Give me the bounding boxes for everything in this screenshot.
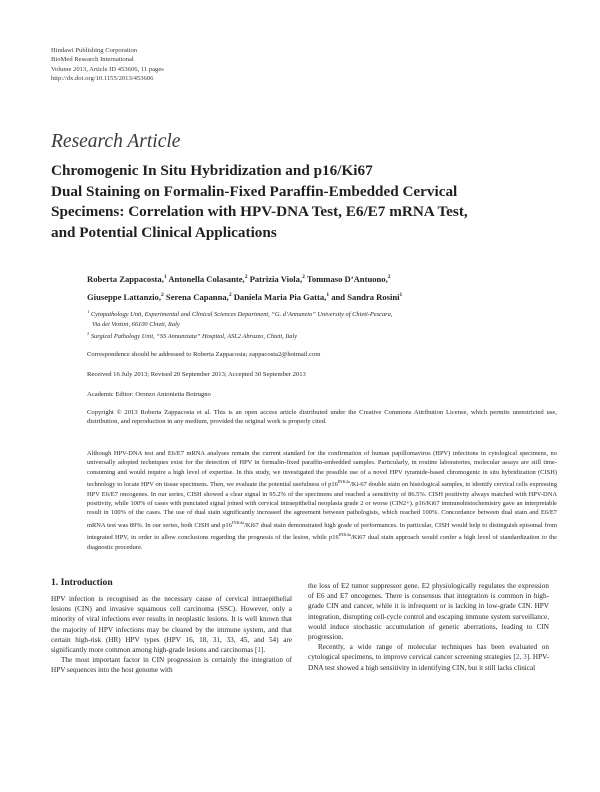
author-name: Antonella Colasante, xyxy=(168,273,245,284)
paragraph xyxy=(308,642,549,673)
section-heading: 1. Introduction xyxy=(51,577,113,588)
academic-editor: Academic Editor: Oronzo Antonietta Botrugno xyxy=(87,391,211,398)
affil-number: 1 xyxy=(87,309,90,314)
paragraph-text: HPV infection is recognised as the necessary cause of cervical intraepithelial lesions (CIN) and invasive squamous cell carcinoma (SSC). However, only a minority of viral infections ever results in neoplastic lesions. It is well known that the majority of HPV infections may be cleared by the immune system, and that certain high-risk (HR) HPV types (HPV 16, 18, 31, 33, 45, and 54) are significantly more common among high-grade lesions and carcinomas [ xyxy=(51,595,292,655)
author-affil-mark: 2 xyxy=(387,274,391,280)
affil-text: Via dei Vestini, 66100 Chieti, Italy xyxy=(92,320,180,328)
affiliations xyxy=(87,307,557,341)
author-affil-mark: 1 xyxy=(326,291,330,298)
journal-name: BioMed Research International xyxy=(51,56,134,64)
paragraph-text: ]. xyxy=(260,646,266,655)
paragraph-text: Recently, a wide range of molecular techniques has been evaluated on cytological specimens, to improve cervical cancer screening strategies [ xyxy=(308,643,549,662)
abstract-text: Although HPV-DNA test and E6/E7 mRNA analyses remain the current standard for the confirmation of human papillomavirus (HPV) infections in cytological specimens, no universally adopted techniques exist for the detection of HPV in formalin-fixed paraffin-embedded samples. Particularly, in routine laboratories, molecular assays are still time-consuming and would require a high level of expertise. In this study, we investigated the possible use of a novel HPV tyramide-based chromogenic in situ hybridization (CISH) technology to locate HPV on tissue specimens. Then, we evaluate the potential usefulness of p16 xyxy=(87,450,557,489)
author-affil-mark: 1 xyxy=(399,291,403,298)
abstract xyxy=(87,449,557,552)
affil-text: Surgical Pathology Unit, “SS Annunziata” Hospital, ASL2 Abruzzo, Chieti, Italy xyxy=(90,333,298,341)
paragraph: the loss of E2 tumor suppressor gene. E2 physiologically regulates the expression of E6 and E7 oncogenes. There is consensus that integration is common in high-grade CIN and cancer, while it is infrequent or is lacking in low-grade CIN. HPV integration, disrupting cell-cycle control and escaping immune system surveillance, would induce stochastic accumulation of genetic aberrations, leading to CIN progression. xyxy=(308,582,549,642)
citation-link[interactable]: 1 xyxy=(257,646,261,655)
author-name: Roberta Zappacosta, xyxy=(87,273,164,284)
author-affil-mark: 2 xyxy=(302,274,305,280)
title-line: Specimens: Correlation with HPV-DNA Test, E6/E7 mRNA Test, xyxy=(51,203,468,221)
author-list xyxy=(87,269,557,305)
title-line: Chromogenic In Situ Hybridization and p16/Ki67 xyxy=(51,162,373,179)
author-name: Giuseppe Lattanzio, xyxy=(87,291,162,302)
author-name: Patrizia Viola, xyxy=(249,273,303,284)
title-line: Dual Staining on Formalin-Fixed Paraffin-Embedded Cervical xyxy=(51,182,458,200)
citation-separator: , xyxy=(519,653,524,662)
author-name: Tommaso D’Antuono, xyxy=(306,273,388,284)
copyright: Copyright © 2013 Roberta Zappacosta et al. This is an open access article distributed under the Creative Commons Attribution License, which permits unrestricted use, distribution, and reproduction in any medium, provided the original work is properly cited. xyxy=(87,409,557,425)
left-column xyxy=(51,594,292,676)
citation-link[interactable]: 2 xyxy=(515,653,520,662)
doi-link[interactable]: http://dx.doi.org/10.1155/2013/453606 xyxy=(51,75,154,83)
author-affil-mark: 2 xyxy=(244,274,248,280)
author-affil-mark: 1 xyxy=(163,274,167,280)
abstract-sup: INK4a xyxy=(337,479,351,485)
abstract-text: /Ki-67 double stain on histological samples, to identify cervical cells expressing HPV E6/E7 oncogenes. In our series, CISH showed a clear signal in 95.2% of the specimens and reached a sensitivity of 86.5%. CISH positivity always matched with HPV-DNA positivity, while 100% of cases with punctated signal joined with cervical intraepithelial neoplasia grade 2 or worse (CIN2+). p16/Ki67 immunohistochemistry gave an interpretable result in 100% of the cases. The use of dual stain significantly increased the agreement between pathologists, which reached 100%. Concordance between dual stain and E6/E7 mRNA test was 89%. In our series, both CISH and p16 xyxy=(87,481,557,529)
author-name: and Sandra Rosini xyxy=(331,291,400,302)
affil-number: 2 xyxy=(87,330,90,336)
publisher: Hindawi Publishing Corporation xyxy=(51,47,138,54)
abstract-text: /Ki67 dual stain approach would confer a high level of standardization to the diagnostic procedure. xyxy=(87,534,557,551)
article-title xyxy=(51,161,566,243)
title-line: and Potential Clinical Applications xyxy=(51,223,277,241)
abstract-sup: INK4a xyxy=(338,532,351,538)
author-affil-mark: 2 xyxy=(228,291,232,298)
article-type: Research Article xyxy=(51,131,181,152)
right-column xyxy=(308,581,549,673)
abstract-text: /Ki67 dual stain demonstrated high grade of performances. In particular, CISH would help to distinguish episomal from integrated HPV, in order to allow conclusions regarding the prognosis of the lesion, while p16 xyxy=(87,521,557,542)
affil-text: Cytopathology Unit, Experimental and Clinical Sciences Department, “G. d’Annunzio” University of Chieti-Pescara, xyxy=(90,311,393,319)
publication-info xyxy=(51,46,164,84)
paragraph: The most important factor in CIN progression is certainly the integration of HPV sequences into the host genome with xyxy=(51,656,292,675)
author-name: Daniela Maria Pia Gatta, xyxy=(233,291,327,302)
dates: Received 16 July 2013; Revised 20 September 2013; Accepted 30 September 2013 xyxy=(87,371,306,378)
author-name: Serena Capanna, xyxy=(165,291,229,302)
citation-link[interactable]: 3 xyxy=(523,653,527,662)
paragraph xyxy=(51,594,292,655)
paragraph-text: ]. HPV-DNA test showed a high sensitivity in identifying CIN, but it still lacks clinical xyxy=(308,653,549,672)
correspondence: Correspondence should be addressed to Roberta Zappacosta; zappacosta2@hotmail.com xyxy=(87,351,321,358)
abstract-sup: INK4a xyxy=(231,519,245,525)
volume-info: Volume 2013, Article ID 453606, 11 pages xyxy=(51,65,164,73)
author-affil-mark: 2 xyxy=(161,291,164,298)
